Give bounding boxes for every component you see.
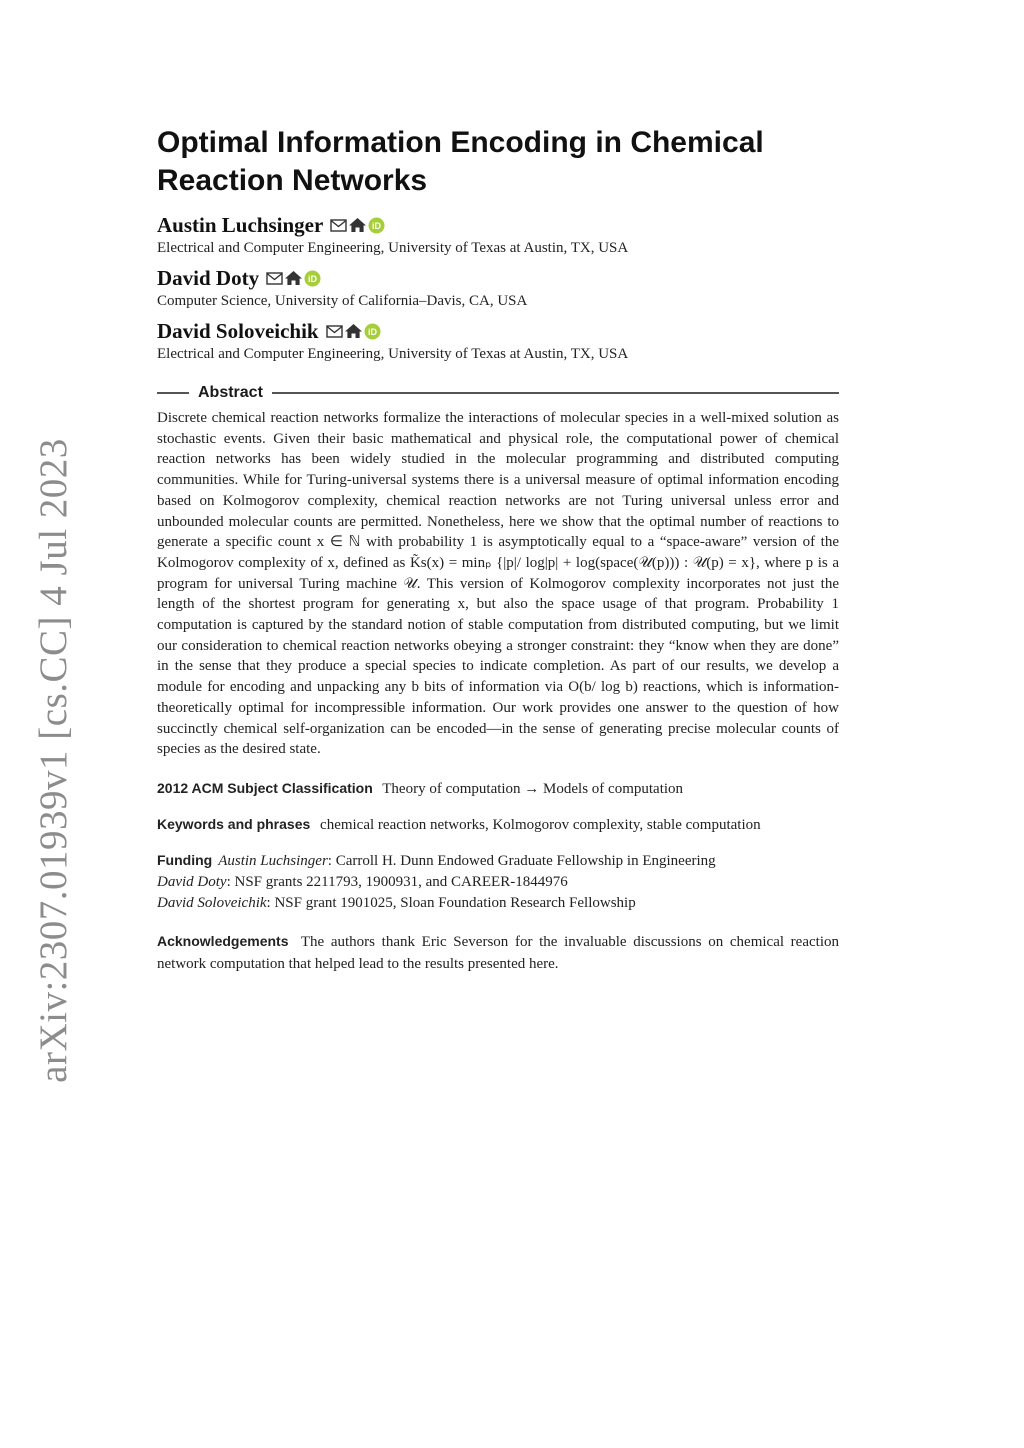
- orcid-icon[interactable]: [368, 217, 385, 234]
- funding-detail: : NSF grant 1901025, Sloan Foundation Research Fellowship: [266, 894, 636, 911]
- acknowledgements: [157, 930, 839, 975]
- title-line-2: Reaction Networks: [157, 164, 428, 197]
- author-affiliation: Computer Science, University of California–Davis, CA, USA: [157, 293, 528, 309]
- author-name: David Doty: [157, 266, 260, 290]
- arxiv-stamp: [22, 437, 84, 1083]
- funding-detail: : Carroll H. Dunn Endowed Graduate Fellowship in Engineering: [327, 852, 716, 869]
- author-affiliation: Electrical and Computer Engineering, University of Texas at Austin, TX, USA: [157, 346, 629, 362]
- home-icon[interactable]: [284, 270, 303, 286]
- abstract-heading-row: [157, 384, 839, 402]
- email-icon[interactable]: [326, 325, 343, 338]
- keywords-label: Keywords and phrases: [157, 815, 311, 832]
- orcid-icon[interactable]: [304, 270, 321, 287]
- orcid-label: iD: [308, 273, 318, 284]
- author-name: David Soloveichik: [157, 319, 319, 343]
- home-icon[interactable]: [348, 217, 367, 233]
- email-icon[interactable]: [330, 219, 347, 232]
- arxiv-stamp-text: arXiv:2307.01939v1 [cs.CC] 4 Jul 2023: [31, 437, 75, 1083]
- abstract-text: Discrete chemical reaction networks formalize the interactions of molecular species in a well-mixed solution as stochastic events. Given their basic mathematical and physical role, the computational power of chemical reaction networks has been widely studied in the molecular programming and distributed computing communities. While for Turing-universal systems there is a universal measure of optimal information encoding based on Kolmogorov complexity, chemical reaction networks are not Turing universal unless error and unbounded molecular counts are permitted. Nonetheless, here we show that the optimal number of reactions to generate a specific count x ∈ ℕ with probability 1 is asymptotically equal to a “space-aware” version of the Kolmogorov complexity of x, defined as K̃s(x) = minₚ {|p|/ log|p| + log(space(𝒰(p))) : 𝒰(p) = x}, where p is a program for universal Turing machine 𝒰. This version of Kolmogorov complexity incorporates not just the length of the shortest program for generating x, but also the space usage of that program. Probability 1 computation is captured by the standard notion of stable computation from distributed computing, but we limit our consideration to chemical reaction networks obeying a stronger constraint: they “know when they are done” in the sense that they produce a special species to indicate completion. As part of our results, we develop a module for encoding and unpacking any b bits of information via O(b/ log b) reactions, which is information-theoretically optimal for incompressible information. Our work provides one answer to the question of how succinctly chemical self-organization can be encoded—in the sense of generating precise molecular counts of species as the desired state.: [157, 410, 839, 758]
- funding-line: [157, 893, 839, 914]
- author-block: [157, 318, 839, 364]
- funding-person: David Doty: [157, 873, 227, 890]
- author-name: Austin Luchsinger: [157, 213, 324, 237]
- funding-line: [157, 872, 839, 893]
- title-line-1: Optimal Information Encoding in Chemical: [157, 126, 764, 159]
- paper-content: [157, 124, 839, 975]
- abstract-rule-right: [272, 392, 839, 393]
- funding-person: David Soloveichik: [157, 894, 267, 911]
- funding: [157, 850, 839, 914]
- abstract-rule-left: [157, 392, 189, 393]
- acm-label: 2012 ACM Subject Classification: [157, 779, 373, 796]
- orcid-label: iD: [367, 326, 377, 337]
- keywords: [157, 814, 839, 836]
- email-icon[interactable]: [266, 272, 283, 285]
- author-list: [157, 212, 839, 364]
- funding-label: Funding: [157, 851, 213, 868]
- author-affiliation: Electrical and Computer Engineering, University of Texas at Austin, TX, USA: [157, 240, 629, 256]
- author-block: [157, 212, 839, 258]
- funding-person: Austin Luchsinger: [218, 852, 328, 869]
- acknowledgements-label: Acknowledgements: [157, 932, 289, 949]
- orcid-label: iD: [372, 220, 382, 231]
- funding-line: [157, 850, 839, 872]
- author-block: [157, 265, 839, 311]
- funding-detail: : NSF grants 2211793, 1900931, and CAREER-1844976: [226, 873, 568, 890]
- abstract-heading: Abstract: [198, 384, 263, 401]
- acm-classification: [157, 778, 839, 800]
- acm-value: Theory of computation → Models of computation: [382, 780, 684, 797]
- home-icon[interactable]: [344, 323, 363, 339]
- paper-title: [157, 124, 839, 200]
- orcid-icon[interactable]: [364, 323, 381, 340]
- acknowledgements-text: The authors thank Eric Severson for the invaluable discussions on chemical reaction network computation that helped lead to the results presented here.: [157, 933, 839, 972]
- keywords-value: chemical reaction networks, Kolmogorov complexity, stable computation: [320, 816, 761, 833]
